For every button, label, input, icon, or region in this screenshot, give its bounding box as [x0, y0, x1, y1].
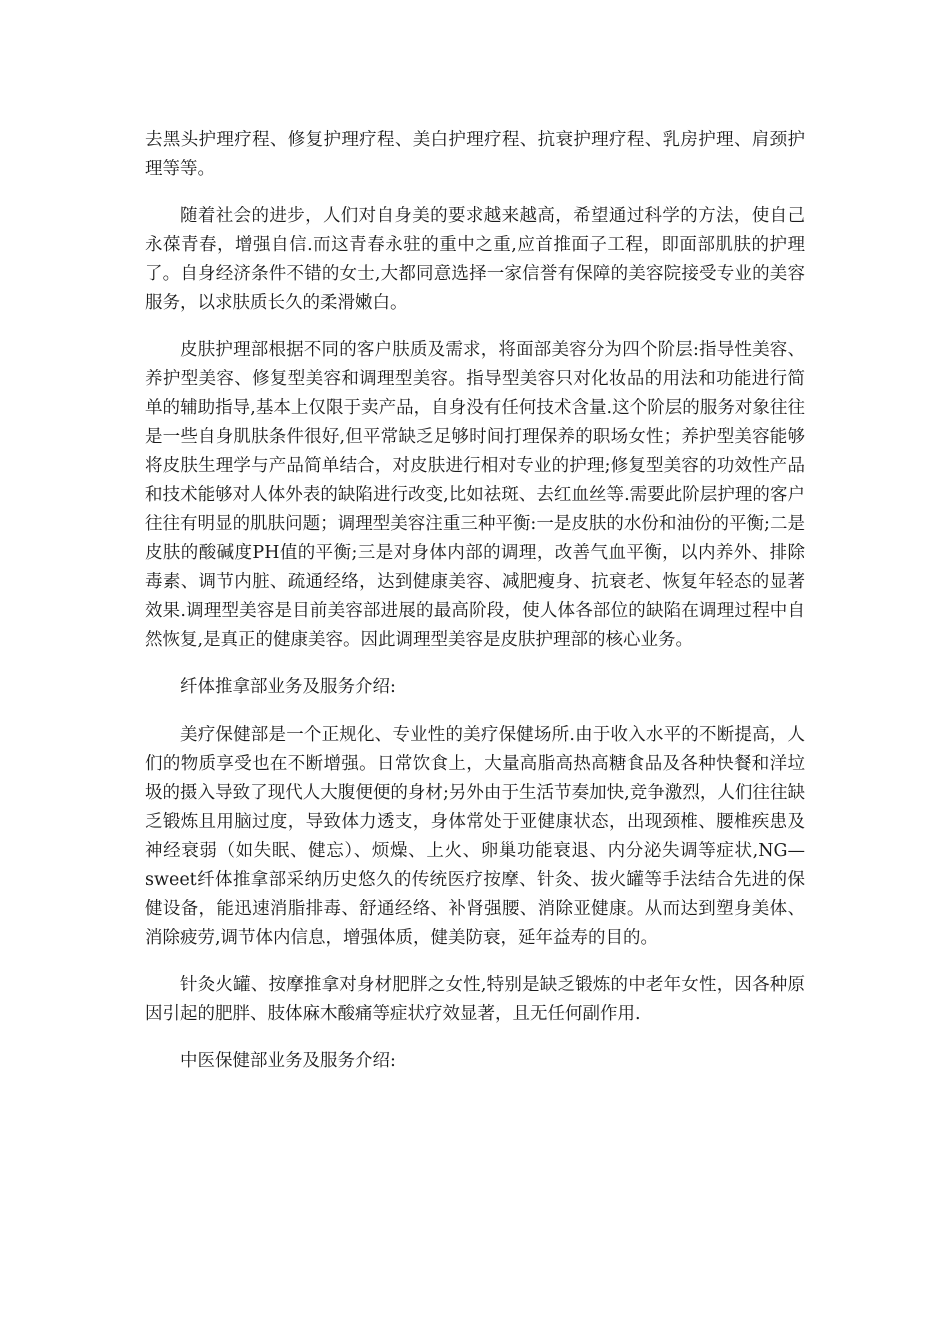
section-heading-tcm: 中医保健部业务及服务介绍: [180, 1051, 396, 1071]
paragraph-slimming-intro: 美疗保健部是一个正规化、专业性的美疗保健场所.由于收入水平的不断提高，人们的物质享受也在不断增强。日常饮食上，大量高脂高热高糖食品及各种快餐和洋垃圾的摄入导致了现代人大腹便便的身材;另外由于生活节奏加快,竞争激烈，人们往往缺乏锻炼且用脑过度，导致体力透支，身体常处于亚健康状态，出现颈椎、腰椎疾患及神经衰弱（如失眠、健忘）、烦燥、上火、卵巢功能衰退、内分泌失调等症状,NG—sweet纤体推拿部采纳历史悠久的传统医疗按摩、针灸、拔火罐等手法结合先进的保健设备，能迅速消脂排毒、舒通经络、补肾强腰、消除亚健康。从而达到塑身美体、消除疲劳,调节体内信息，增强体质，健美防衰，延年益寿的目的。 [145, 725, 805, 948]
paragraph-continuation: 去黑头护理疗程、修复护理疗程、美白护理疗程、抗衰护理疗程、乳房护理、肩颈护理等等。 [145, 130, 805, 179]
section-heading-slimming: 纤体推拿部业务及服务介绍: [180, 677, 396, 697]
paragraph-acupuncture: 针灸火罐、按摩推拿对身材肥胖之女性,特别是缺乏锻炼的中老年女性，因各种原因引起的肥胖、肢体麻木酸痛等症状疗效显著，且无任何副作用. [145, 975, 805, 1024]
paragraph-skin-care-intro: 随着社会的进步，人们对自身美的要求越来越高，希望通过科学的方法，使自己永葆青春，增强自信.而这青春永驻的重中之重,应首推面子工程，即面部肌肤的护理了。自身经济条件不错的女士,大都同意选择一家信誉有保障的美容院接受专业的美容服务，以求肤质长久的柔滑嫩白。 [145, 206, 805, 313]
paragraph-skin-care-levels: 皮肤护理部根据不同的客户肤质及需求，将面部美容分为四个阶层:指导性美容、养护型美容、修复型美容和调理型美容。指导型美容只对化妆品的用法和功能进行简单的辅助指导,基本上仅限于卖产品，自身没有任何技术含量.这个阶层的服务对象往往是一些自身肌肤条件很好,但平常缺乏足够时间打理保养的职场女性；养护型美容能够将皮肤生理学与产品简单结合，对皮肤进行相对专业的护理;修复型美容的功效性产品和技术能够对人体外表的缺陷进行改变,比如祛斑、去红血丝等.需要此阶层护理的客户往往有明显的肌肤问题；调理型美容注重三种平衡:一是皮肤的水份和油份的平衡;二是皮肤的酸碱度PH值的平衡;三是对身体内部的调理，改善气血平衡，以内养外、排除毒素、调节内脏、疏通经络，达到健康美容、减肥瘦身、抗衰老、恢复年轻态的显著效果.调理型美容是目前美容部进展的最高阶段，使人体各部位的缺陷在调理过程中自然恢复,是真正的健康美容。因此调理型美容是皮肤护理部的核心业务。 [145, 340, 805, 650]
document-body [145, 126, 805, 1095]
